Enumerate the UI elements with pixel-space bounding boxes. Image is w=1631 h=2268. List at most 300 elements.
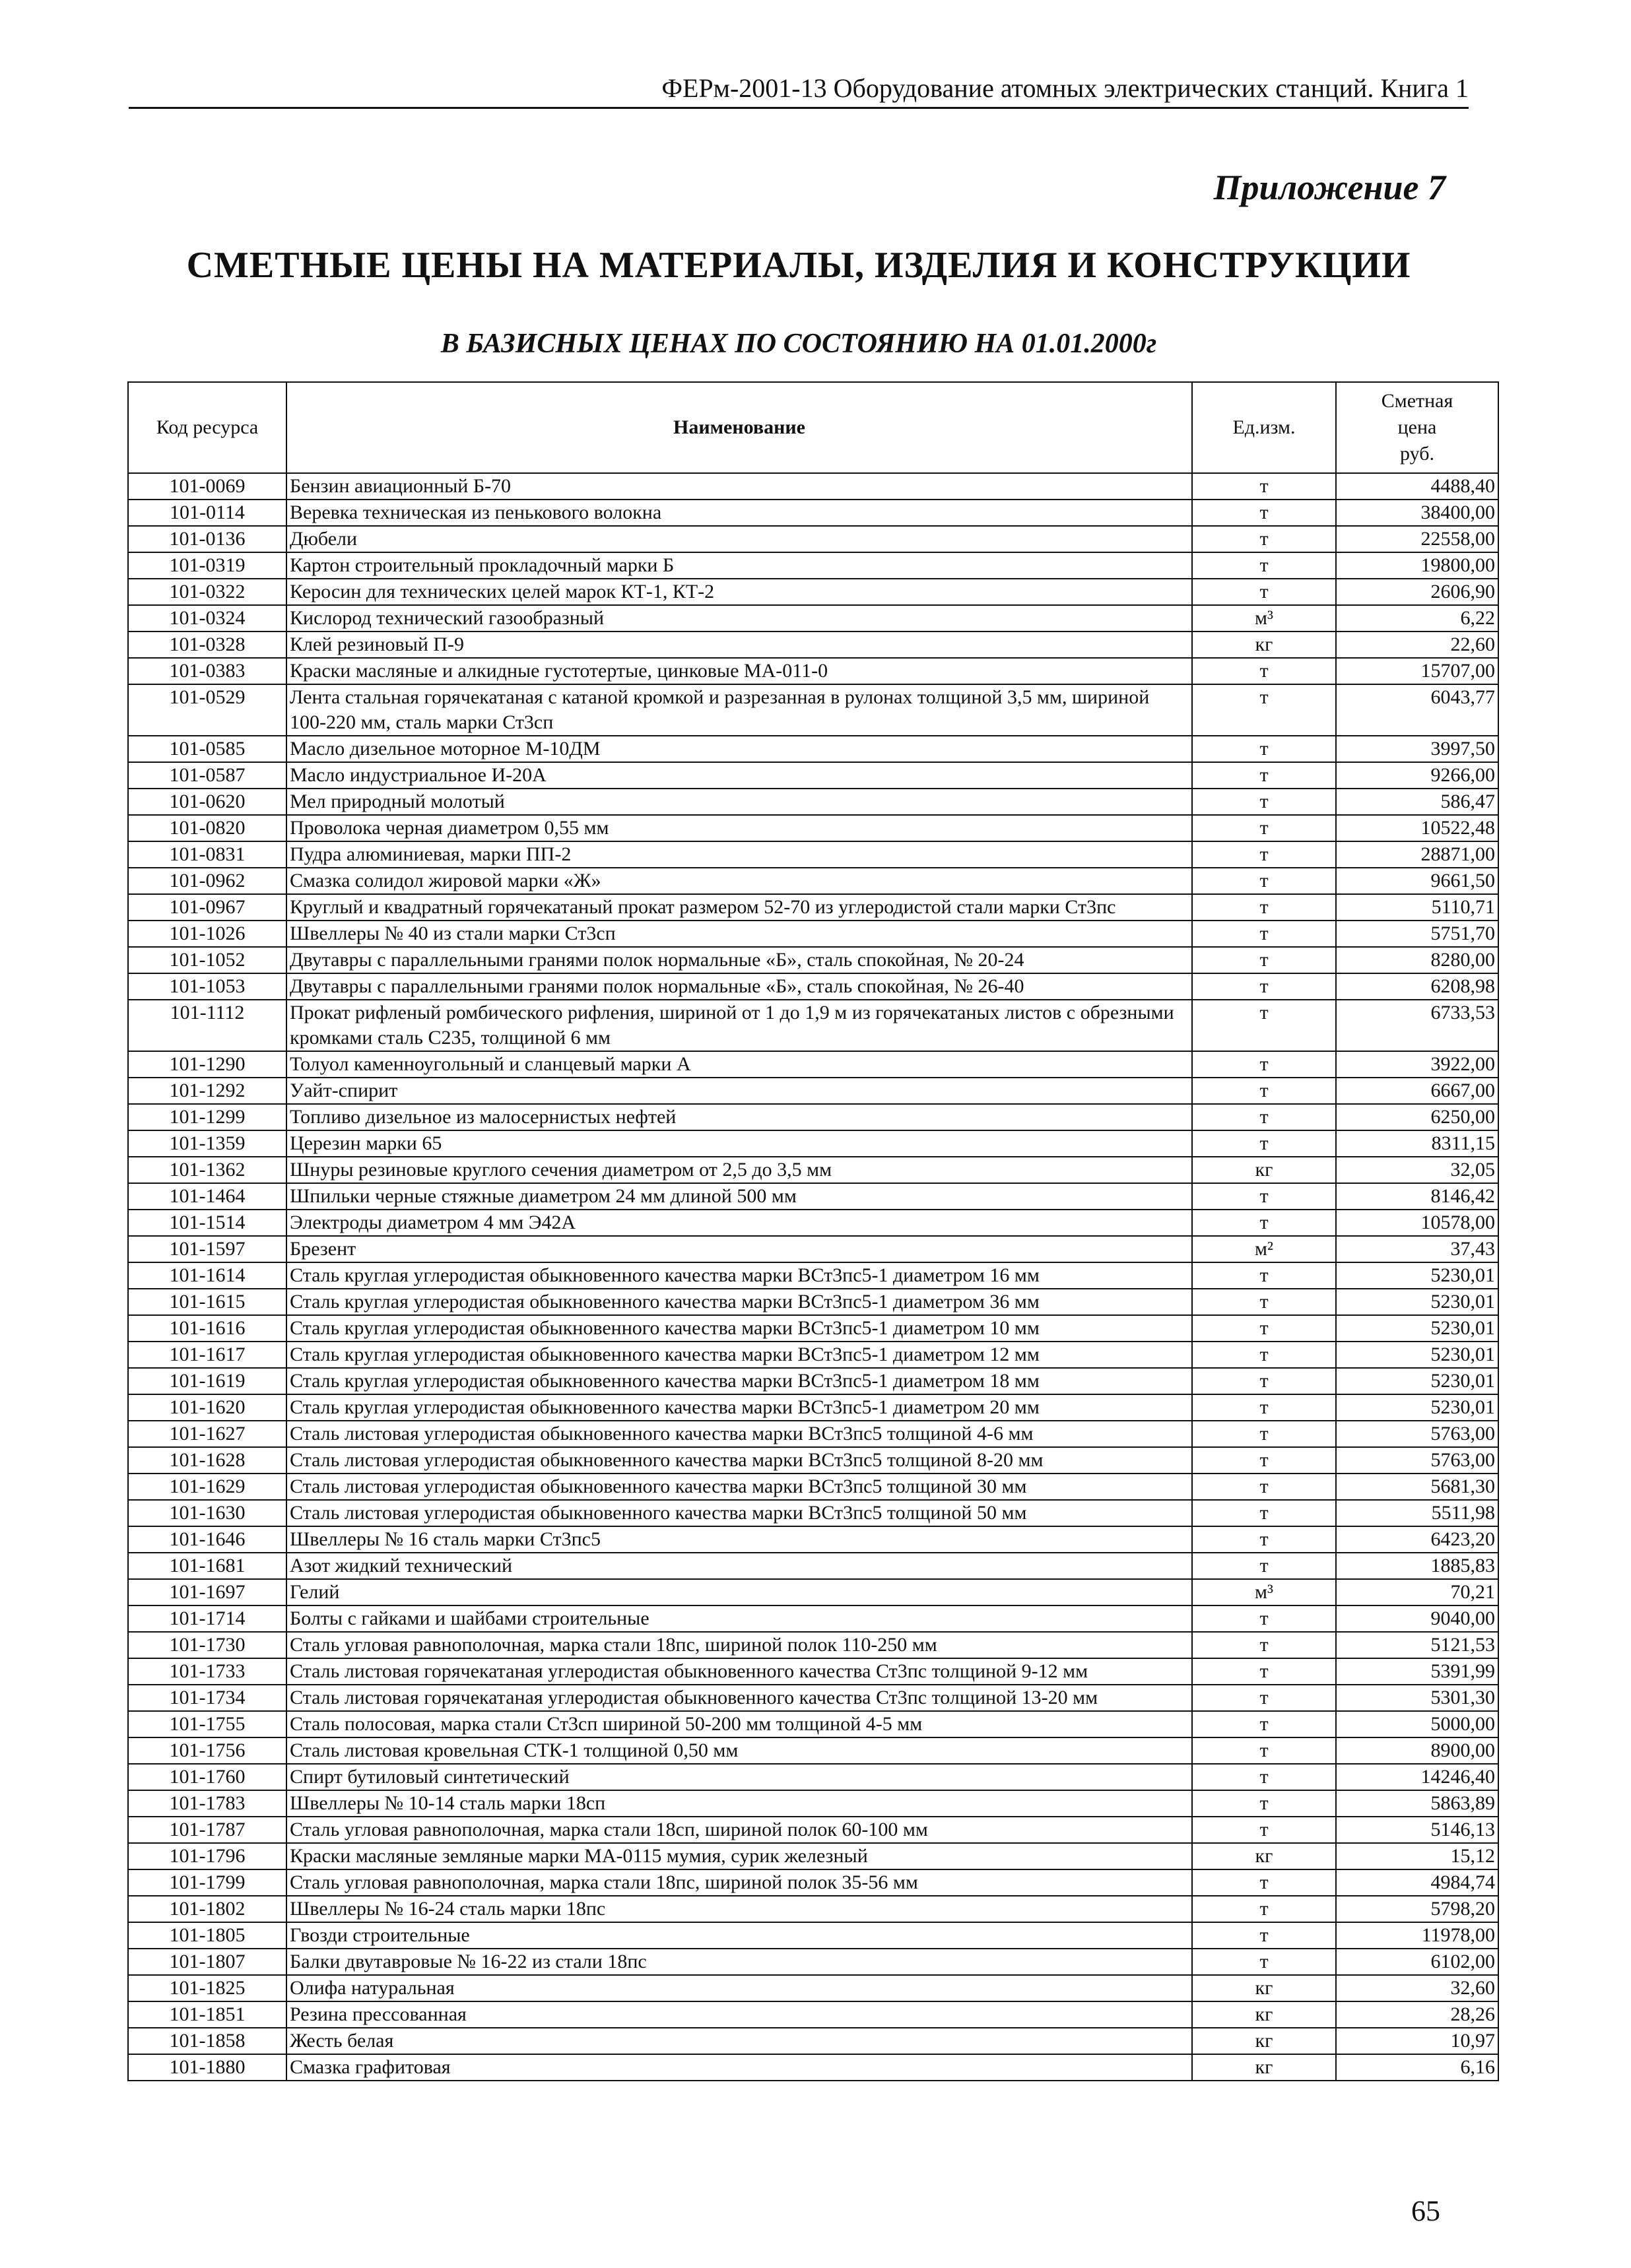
- cell-code: 101-1756: [128, 1737, 286, 1764]
- cell-unit: м³: [1192, 605, 1336, 632]
- table-row: [128, 789, 1498, 815]
- cell-unit: т: [1192, 868, 1336, 894]
- cell-name: Балки двутавровые № 16-22 из стали 18пс: [286, 1949, 1192, 1975]
- cell-price: 5798,20: [1336, 1896, 1498, 1922]
- cell-price: 28,26: [1336, 2001, 1498, 2028]
- cell-unit: т: [1192, 1605, 1336, 1632]
- cell-price: 8280,00: [1336, 947, 1498, 973]
- cell-unit: т: [1192, 658, 1336, 684]
- cell-name: Швеллеры № 16 сталь марки Ст3пс5: [286, 1526, 1192, 1553]
- table-row: [128, 1711, 1498, 1737]
- table-row: [128, 605, 1498, 632]
- cell-unit: т: [1192, 1421, 1336, 1447]
- cell-unit: м²: [1192, 1236, 1336, 1262]
- cell-code: 101-1620: [128, 1394, 286, 1421]
- page-title: СМЕТНЫЕ ЦЕНЫ НА МАТЕРИАЛЫ, ИЗДЕЛИЯ И КОНСТРУКЦИИ: [186, 245, 1411, 286]
- cell-name: Церезин марки 65: [286, 1130, 1192, 1157]
- cell-unit: т: [1192, 1922, 1336, 1949]
- cell-code: 101-0324: [128, 605, 286, 632]
- cell-code: 101-1646: [128, 1526, 286, 1553]
- cell-code: 101-1026: [128, 921, 286, 947]
- cell-unit: т: [1192, 815, 1336, 841]
- cell-unit: т: [1192, 1210, 1336, 1236]
- cell-name: Сталь угловая равнополочная, марка стали 18сп, шириной полок 60-100 мм: [286, 1817, 1192, 1843]
- cell-unit: т: [1192, 1764, 1336, 1790]
- cell-name: Проволока черная диаметром 0,55 мм: [286, 815, 1192, 841]
- table-row: [128, 1500, 1498, 1526]
- table-row: [128, 736, 1498, 762]
- table-row: [128, 973, 1498, 1000]
- cell-price: 6,16: [1336, 2054, 1498, 2081]
- cell-code: 101-1851: [128, 2001, 286, 2028]
- cell-unit: т: [1192, 552, 1336, 579]
- cell-unit: т: [1192, 1949, 1336, 1975]
- table-row: [128, 1526, 1498, 1553]
- table-row: [128, 658, 1498, 684]
- cell-price: 19800,00: [1336, 552, 1498, 579]
- cell-unit: т: [1192, 1262, 1336, 1289]
- cell-price: 10522,48: [1336, 815, 1498, 841]
- cell-unit: т: [1192, 762, 1336, 789]
- cell-price: 11978,00: [1336, 1922, 1498, 1949]
- cell-name: Краски масляные земляные марки МА-0115 мумия, сурик железный: [286, 1843, 1192, 1869]
- cell-unit: т: [1192, 1685, 1336, 1711]
- table-row: [128, 1790, 1498, 1817]
- column-header-name: Наименование: [286, 382, 1192, 473]
- table-row: [128, 1236, 1498, 1262]
- cell-code: 101-1290: [128, 1051, 286, 1078]
- table-row: [128, 1078, 1498, 1104]
- cell-price: 5230,01: [1336, 1342, 1498, 1368]
- cell-unit: т: [1192, 500, 1336, 526]
- column-header-unit: Ед.изм.: [1192, 382, 1336, 473]
- cell-price: 5146,13: [1336, 1817, 1498, 1843]
- cell-unit: т: [1192, 1000, 1336, 1051]
- table-row: [128, 1579, 1498, 1605]
- cell-unit: т: [1192, 1526, 1336, 1553]
- cell-price: 15707,00: [1336, 658, 1498, 684]
- cell-name: Жесть белая: [286, 2028, 1192, 2054]
- cell-unit: т: [1192, 1790, 1336, 1817]
- cell-name: Сталь круглая углеродистая обыкновенного качества марки ВСт3пс5-1 диаметром 12 мм: [286, 1342, 1192, 1368]
- cell-unit: т: [1192, 1632, 1336, 1658]
- cell-name: Сталь круглая углеродистая обыкновенного качества марки ВСт3пс5-1 диаметром 20 мм: [286, 1394, 1192, 1421]
- cell-unit: т: [1192, 1078, 1336, 1104]
- cell-name: Шнуры резиновые круглого сечения диаметром от 2,5 до 3,5 мм: [286, 1157, 1192, 1183]
- cell-code: 101-1796: [128, 1843, 286, 1869]
- cell-price: 6043,77: [1336, 684, 1498, 736]
- table-row: [128, 1605, 1498, 1632]
- table-row: [128, 894, 1498, 921]
- cell-price: 6208,98: [1336, 973, 1498, 1000]
- cell-name: Швеллеры № 10-14 сталь марки 18сп: [286, 1790, 1192, 1817]
- column-header-price-line1: Сметная: [1381, 390, 1453, 412]
- cell-name: Двутавры с параллельными гранями полок нормальные «Б», сталь спокойная, № 20-24: [286, 947, 1192, 973]
- cell-name: Лента стальная горячекатаная с катаной кромкой и разрезанная в рулонах толщиной 3,5 мм, шириной 100-220 мм, сталь марки Ст3сп: [286, 684, 1192, 736]
- cell-name: Сталь листовая горячекатаная углеродистая обыкновенного качества Ст3пс толщиной 13-20 мм: [286, 1685, 1192, 1711]
- cell-unit: кг: [1192, 2001, 1336, 2028]
- cell-name: Швеллеры № 16-24 сталь марки 18пс: [286, 1896, 1192, 1922]
- cell-code: 101-1112: [128, 1000, 286, 1051]
- cell-name: Топливо дизельное из малосернистых нефтей: [286, 1104, 1192, 1130]
- cell-name: Сталь угловая равнополочная, марка стали 18пс, шириной полок 110-250 мм: [286, 1632, 1192, 1658]
- cell-name: Смазка солидол жировой марки «Ж»: [286, 868, 1192, 894]
- cell-code: 101-1359: [128, 1130, 286, 1157]
- cell-unit: т: [1192, 1474, 1336, 1500]
- cell-name: Пудра алюминиевая, марки ПП-2: [286, 841, 1192, 868]
- table-row: [128, 1764, 1498, 1790]
- table-row: [128, 1210, 1498, 1236]
- cell-unit: т: [1192, 1394, 1336, 1421]
- table-row: [128, 1315, 1498, 1342]
- cell-price: 8900,00: [1336, 1737, 1498, 1764]
- cell-code: 101-0831: [128, 841, 286, 868]
- cell-code: 101-1299: [128, 1104, 286, 1130]
- cell-unit: кг: [1192, 1843, 1336, 1869]
- cell-price: 6423,20: [1336, 1526, 1498, 1553]
- cell-name: Сталь круглая углеродистая обыкновенного качества марки ВСт3пс5-1 диаметром 36 мм: [286, 1289, 1192, 1315]
- cell-name: Электроды диаметром 4 мм Э42А: [286, 1210, 1192, 1236]
- cell-code: 101-1615: [128, 1289, 286, 1315]
- cell-code: 101-0136: [128, 526, 286, 552]
- cell-code: 101-0620: [128, 789, 286, 815]
- table-row: [128, 762, 1498, 789]
- table-row: [128, 1104, 1498, 1130]
- page-number: 65: [1411, 2195, 1440, 2227]
- cell-code: 101-0114: [128, 500, 286, 526]
- table-row: [128, 1130, 1498, 1157]
- cell-unit: т: [1192, 1896, 1336, 1922]
- cell-price: 6102,00: [1336, 1949, 1498, 1975]
- table-row: [128, 1949, 1498, 1975]
- cell-unit: т: [1192, 894, 1336, 921]
- cell-price: 32,05: [1336, 1157, 1498, 1183]
- cell-price: 10578,00: [1336, 1210, 1498, 1236]
- cell-price: 15,12: [1336, 1843, 1498, 1869]
- cell-unit: т: [1192, 1711, 1336, 1737]
- cell-name: Краски масляные и алкидные густотертые, цинковые МА-011-0: [286, 658, 1192, 684]
- cell-code: 101-0529: [128, 684, 286, 736]
- cell-unit: т: [1192, 579, 1336, 605]
- cell-code: 101-0328: [128, 632, 286, 658]
- cell-unit: т: [1192, 1500, 1336, 1526]
- table-row: [128, 841, 1498, 868]
- cell-name: Спирт бутиловый синтетический: [286, 1764, 1192, 1790]
- cell-name: Масло индустриальное И-20А: [286, 762, 1192, 789]
- cell-code: 101-1733: [128, 1658, 286, 1685]
- cell-name: Сталь листовая углеродистая обыкновенного качества марки ВСт3пс5 толщиной 4-6 мм: [286, 1421, 1192, 1447]
- cell-price: 5000,00: [1336, 1711, 1498, 1737]
- cell-unit: кг: [1192, 2028, 1336, 2054]
- cell-name: Азот жидкий технический: [286, 1553, 1192, 1579]
- cell-name: Сталь угловая равнополочная, марка стали 18пс, шириной полок 35-56 мм: [286, 1869, 1192, 1896]
- cell-name: Сталь листовая углеродистая обыкновенного качества марки ВСт3пс5 толщиной 8-20 мм: [286, 1447, 1192, 1474]
- cell-unit: кг: [1192, 632, 1336, 658]
- cell-unit: т: [1192, 841, 1336, 868]
- cell-price: 6733,53: [1336, 1000, 1498, 1051]
- table-row: [128, 947, 1498, 973]
- cell-name: Резина прессованная: [286, 2001, 1192, 2028]
- table-row: [128, 1051, 1498, 1078]
- cell-name: Прокат рифленый ромбического рифления, шириной от 1 до 1,9 м из горячекатаных листов с обрезными кромками сталь С235, толщиной 6 мм: [286, 1000, 1192, 1051]
- table-row: [128, 1289, 1498, 1315]
- cell-code: 101-1880: [128, 2054, 286, 2081]
- cell-unit: т: [1192, 1869, 1336, 1896]
- cell-code: 101-1681: [128, 1553, 286, 1579]
- cell-code: 101-0587: [128, 762, 286, 789]
- cell-code: 101-1805: [128, 1922, 286, 1949]
- cell-price: 9661,50: [1336, 868, 1498, 894]
- cell-code: 101-0820: [128, 815, 286, 841]
- cell-price: 586,47: [1336, 789, 1498, 815]
- table-row: [128, 1843, 1498, 1869]
- column-header-price: [1336, 382, 1498, 473]
- cell-price: 9040,00: [1336, 1605, 1498, 1632]
- cell-name: Шпильки черные стяжные диаметром 24 мм длиной 500 мм: [286, 1183, 1192, 1210]
- table-row: [128, 1447, 1498, 1474]
- cell-unit: т: [1192, 1737, 1336, 1764]
- cell-name: Масло дизельное моторное М-10ДМ: [286, 736, 1192, 762]
- table-row: [128, 1183, 1498, 1210]
- cell-code: 101-0069: [128, 473, 286, 500]
- cell-unit: т: [1192, 736, 1336, 762]
- cell-name: Бензин авиационный Б-70: [286, 473, 1192, 500]
- table-row: [128, 632, 1498, 658]
- cell-name: Сталь листовая углеродистая обыкновенного качества марки ВСт3пс5 толщиной 30 мм: [286, 1474, 1192, 1500]
- cell-price: 10,97: [1336, 2028, 1498, 2054]
- cell-code: 101-1630: [128, 1500, 286, 1526]
- cell-price: 5751,70: [1336, 921, 1498, 947]
- cell-code: 101-1617: [128, 1342, 286, 1368]
- cell-code: 101-1514: [128, 1210, 286, 1236]
- cell-name: Сталь полосовая, марка стали Ст3сп шириной 50-200 мм толщиной 4-5 мм: [286, 1711, 1192, 1737]
- cell-unit: т: [1192, 1658, 1336, 1685]
- cell-price: 32,60: [1336, 1975, 1498, 2001]
- cell-price: 9266,00: [1336, 762, 1498, 789]
- price-table: [127, 381, 1499, 2081]
- cell-unit: т: [1192, 1104, 1336, 1130]
- cell-code: 101-1734: [128, 1685, 286, 1711]
- cell-unit: т: [1192, 1130, 1336, 1157]
- cell-price: 28871,00: [1336, 841, 1498, 868]
- cell-code: 101-1825: [128, 1975, 286, 2001]
- cell-unit: т: [1192, 1289, 1336, 1315]
- table-row: [128, 868, 1498, 894]
- appendix-label: Приложение 7: [1213, 168, 1446, 207]
- table-row: [128, 1685, 1498, 1711]
- header-rule: [129, 107, 1469, 109]
- cell-unit: т: [1192, 1315, 1336, 1342]
- cell-code: 101-1292: [128, 1078, 286, 1104]
- cell-name: Гелий: [286, 1579, 1192, 1605]
- cell-unit: т: [1192, 473, 1336, 500]
- cell-price: 3997,50: [1336, 736, 1498, 762]
- cell-code: 101-0585: [128, 736, 286, 762]
- cell-name: Картон строительный прокладочный марки Б: [286, 552, 1192, 579]
- cell-unit: т: [1192, 526, 1336, 552]
- table-row: [128, 526, 1498, 552]
- cell-price: 5230,01: [1336, 1394, 1498, 1421]
- cell-name: Керосин для технических целей марок КТ-1, КТ-2: [286, 579, 1192, 605]
- cell-price: 5863,89: [1336, 1790, 1498, 1817]
- cell-name: Сталь круглая углеродистая обыкновенного качества марки ВСт3пс5-1 диаметром 16 мм: [286, 1262, 1192, 1289]
- table-row: [128, 1869, 1498, 1896]
- cell-code: 101-1628: [128, 1447, 286, 1474]
- table-row: [128, 579, 1498, 605]
- cell-code: 101-1760: [128, 1764, 286, 1790]
- cell-name: Сталь круглая углеродистая обыкновенного качества марки ВСт3пс5-1 диаметром 18 мм: [286, 1368, 1192, 1394]
- cell-price: 70,21: [1336, 1579, 1498, 1605]
- cell-price: 4984,74: [1336, 1869, 1498, 1896]
- cell-code: 101-1629: [128, 1474, 286, 1500]
- cell-price: 6250,00: [1336, 1104, 1498, 1130]
- cell-price: 5681,30: [1336, 1474, 1498, 1500]
- cell-unit: т: [1192, 1183, 1336, 1210]
- cell-price: 5230,01: [1336, 1262, 1498, 1289]
- column-header-price-line3: руб.: [1400, 443, 1434, 465]
- cell-code: 101-1807: [128, 1949, 286, 1975]
- cell-name: Сталь листовая углеродистая обыкновенного качества марки ВСт3пс5 толщиной 50 мм: [286, 1500, 1192, 1526]
- cell-price: 22558,00: [1336, 526, 1498, 552]
- cell-price: 5763,00: [1336, 1447, 1498, 1474]
- cell-code: 101-1799: [128, 1869, 286, 1896]
- table-row: [128, 552, 1498, 579]
- table-row: [128, 1553, 1498, 1579]
- cell-name: Двутавры с параллельными гранями полок нормальные «Б», сталь спокойная, № 26-40: [286, 973, 1192, 1000]
- cell-code: 101-1464: [128, 1183, 286, 1210]
- cell-price: 2606,90: [1336, 579, 1498, 605]
- cell-unit: т: [1192, 947, 1336, 973]
- cell-code: 101-0967: [128, 894, 286, 921]
- table-row: [128, 921, 1498, 947]
- cell-unit: кг: [1192, 1157, 1336, 1183]
- cell-code: 101-1858: [128, 2028, 286, 2054]
- cell-unit: кг: [1192, 2054, 1336, 2081]
- cell-name: Мел природный молотый: [286, 789, 1192, 815]
- cell-price: 38400,00: [1336, 500, 1498, 526]
- table-row: [128, 2028, 1498, 2054]
- cell-code: 101-1755: [128, 1711, 286, 1737]
- cell-unit: м³: [1192, 1579, 1336, 1605]
- table-row: [128, 684, 1498, 736]
- cell-price: 5121,53: [1336, 1632, 1498, 1658]
- cell-name: Болты с гайками и шайбами строительные: [286, 1605, 1192, 1632]
- table-row: [128, 815, 1498, 841]
- cell-unit: т: [1192, 1447, 1336, 1474]
- cell-unit: т: [1192, 1817, 1336, 1843]
- table-row: [128, 1394, 1498, 1421]
- cell-name: Брезент: [286, 1236, 1192, 1262]
- cell-price: 6,22: [1336, 605, 1498, 632]
- cell-code: 101-1697: [128, 1579, 286, 1605]
- cell-unit: т: [1192, 1051, 1336, 1078]
- cell-price: 5230,01: [1336, 1289, 1498, 1315]
- cell-name: Олифа натуральная: [286, 1975, 1192, 2001]
- table-body: [128, 473, 1498, 2081]
- cell-unit: т: [1192, 1368, 1336, 1394]
- cell-price: 5511,98: [1336, 1500, 1498, 1526]
- cell-price: 14246,40: [1336, 1764, 1498, 1790]
- cell-code: 101-1619: [128, 1368, 286, 1394]
- cell-price: 4488,40: [1336, 473, 1498, 500]
- table-row: [128, 1368, 1498, 1394]
- cell-code: 101-0962: [128, 868, 286, 894]
- cell-code: 101-1053: [128, 973, 286, 1000]
- cell-name: Уайт-спирит: [286, 1078, 1192, 1104]
- table-row: [128, 1342, 1498, 1368]
- table-row: [128, 1737, 1498, 1764]
- table-row: [128, 473, 1498, 500]
- cell-unit: т: [1192, 921, 1336, 947]
- cell-name: Сталь листовая кровельная СТК-1 толщиной 0,50 мм: [286, 1737, 1192, 1764]
- cell-code: 101-1616: [128, 1315, 286, 1342]
- cell-price: 5230,01: [1336, 1315, 1498, 1342]
- cell-code: 101-1362: [128, 1157, 286, 1183]
- cell-code: 101-1627: [128, 1421, 286, 1447]
- cell-name: Толуол каменноугольный и сланцевый марки А: [286, 1051, 1192, 1078]
- cell-price: 6667,00: [1336, 1078, 1498, 1104]
- table-row: [128, 1658, 1498, 1685]
- cell-unit: т: [1192, 1553, 1336, 1579]
- table-row: [128, 1896, 1498, 1922]
- cell-price: 8146,42: [1336, 1183, 1498, 1210]
- cell-code: 101-0319: [128, 552, 286, 579]
- cell-name: Гвозди строительные: [286, 1922, 1192, 1949]
- cell-price: 5763,00: [1336, 1421, 1498, 1447]
- cell-name: Кислород технический газообразный: [286, 605, 1192, 632]
- table-row: [128, 1000, 1498, 1051]
- cell-price: 3922,00: [1336, 1051, 1498, 1078]
- cell-code: 101-0383: [128, 658, 286, 684]
- cell-unit: т: [1192, 684, 1336, 736]
- cell-price: 5301,30: [1336, 1685, 1498, 1711]
- cell-code: 101-1730: [128, 1632, 286, 1658]
- cell-unit: т: [1192, 789, 1336, 815]
- cell-name: Сталь листовая горячекатаная углеродистая обыкновенного качества Ст3пс толщиной 9-12 мм: [286, 1658, 1192, 1685]
- cell-code: 101-1614: [128, 1262, 286, 1289]
- running-title: ФЕРм-2001-13 Оборудование атомных электрических станций. Книга 1: [661, 73, 1469, 103]
- cell-name: Швеллеры № 40 из стали марки Ст3сп: [286, 921, 1192, 947]
- table-row: [128, 1474, 1498, 1500]
- cell-code: 101-1052: [128, 947, 286, 973]
- table-row: [128, 500, 1498, 526]
- table-row: [128, 2001, 1498, 2028]
- table-row: [128, 2054, 1498, 2081]
- table-row: [128, 1922, 1498, 1949]
- cell-name: Круглый и квадратный горячекатаный прокат размером 52-70 из углеродистой стали марки Ст3пс: [286, 894, 1192, 921]
- cell-name: Дюбели: [286, 526, 1192, 552]
- cell-price: 5230,01: [1336, 1368, 1498, 1394]
- cell-price: 8311,15: [1336, 1130, 1498, 1157]
- table-row: [128, 1975, 1498, 2001]
- table-row: [128, 1157, 1498, 1183]
- cell-code: 101-0322: [128, 579, 286, 605]
- table-header-row: [128, 382, 1498, 473]
- table-row: [128, 1817, 1498, 1843]
- column-header-code: Код ресурса: [128, 382, 286, 473]
- table-row: [128, 1262, 1498, 1289]
- cell-code: 101-1787: [128, 1817, 286, 1843]
- cell-price: 5391,99: [1336, 1658, 1498, 1685]
- cell-code: 101-1714: [128, 1605, 286, 1632]
- table-row: [128, 1632, 1498, 1658]
- cell-name: Смазка графитовая: [286, 2054, 1192, 2081]
- column-header-price-line2: цена: [1397, 416, 1437, 438]
- cell-price: 1885,83: [1336, 1553, 1498, 1579]
- cell-unit: кг: [1192, 1975, 1336, 2001]
- cell-unit: т: [1192, 1342, 1336, 1368]
- cell-price: 37,43: [1336, 1236, 1498, 1262]
